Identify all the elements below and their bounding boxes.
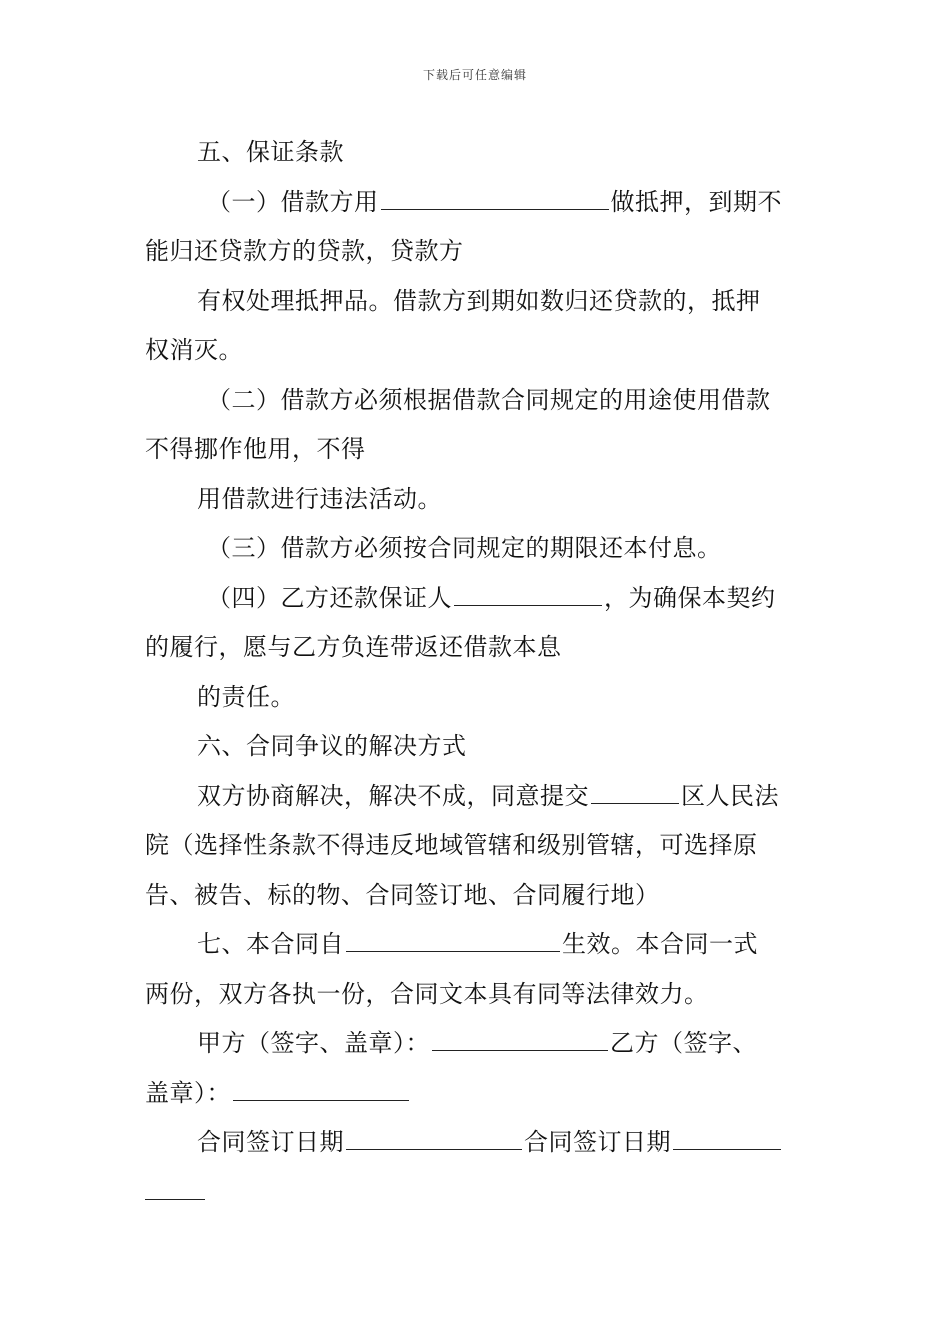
court-district-blank[interactable] — [591, 781, 679, 804]
signing-date-blank-b-continued[interactable] — [145, 1177, 205, 1200]
party-b-label-b: 盖章）： — [145, 1078, 231, 1107]
section5-title: 五、保证条款 — [197, 138, 344, 166]
party-a-signature-blank[interactable] — [432, 1028, 608, 1051]
section5-item2-line3: 用借款进行违法活动。 — [197, 484, 442, 513]
section5-item1-line4: 权消灭。 — [145, 336, 243, 364]
date-line-continued — [145, 1168, 810, 1218]
contract-body — [145, 128, 810, 1217]
section5-item4-line3: 的责任。 — [197, 682, 295, 711]
section6-line2: 院（选择性条款不得违反地域管辖和级别管辖，可选择原 — [145, 831, 758, 859]
section7-line1 — [145, 920, 810, 970]
section7-text-a: 七、本合同自 — [197, 930, 344, 958]
collateral-blank[interactable] — [381, 187, 609, 210]
section5-item1-line2: 能归还贷款方的贷款，贷款方 — [145, 237, 464, 265]
section6-line3: 告、被告、标的物、合同签订地、合同履行地） — [145, 880, 660, 909]
date-line — [145, 1118, 810, 1168]
section5-item3: （三）借款方必须按合同规定的期限还本付息。 — [207, 534, 722, 562]
party-a-label: 甲方（签字、盖章）： — [197, 1029, 430, 1057]
signing-date-blank-a[interactable] — [346, 1127, 522, 1150]
section7-line2: 两份，双方各执一份，合同文本具有同等法律效力。 — [145, 979, 709, 1008]
section6-title: 六、合同争议的解决方式 — [197, 732, 467, 760]
effective-date-blank[interactable] — [346, 929, 560, 952]
section5-item4-text-b: ，为确保本契约 — [604, 583, 776, 612]
party-b-label-a: 乙方（签字、 — [610, 1029, 757, 1057]
signing-date-label-a: 合同签订日期 — [197, 1128, 344, 1156]
section5-item1-line1 — [145, 178, 810, 228]
section5-item1-text-b: 做抵押，到期不 — [610, 187, 782, 216]
section6-line1 — [145, 772, 810, 822]
section5-item2-line2: 不得挪作他用，不得 — [145, 435, 366, 463]
section6-text-a: 双方协商解决，解决不成，同意提交 — [197, 781, 589, 810]
section6-text-b: 区人民法 — [681, 781, 779, 810]
signing-date-blank-b[interactable] — [673, 1127, 781, 1150]
signing-date-label-b: 合同签订日期 — [524, 1128, 671, 1156]
section5-item2-line1: （二）借款方必须根据借款合同规定的用途使用借款 — [207, 385, 771, 414]
signature-line1 — [145, 1019, 810, 1069]
party-b-signature-blank[interactable] — [233, 1078, 409, 1101]
page-header-note: 下载后可任意编辑 — [422, 68, 527, 82]
section7-text-b: 生效。本合同一式 — [562, 930, 758, 958]
section5-item4-line1 — [145, 574, 810, 624]
signature-line2 — [145, 1069, 810, 1119]
section5-item4-line2: 的履行，愿与乙方负连带返还借款本息 — [145, 633, 562, 661]
guarantor-blank[interactable] — [454, 583, 602, 606]
section5-item1-text-a: （一）借款方用 — [207, 187, 379, 216]
section5-item1-line3: 有权处理抵押品。借款方到期如数归还贷款的，抵押 — [197, 286, 761, 315]
section5-item4-text-a: （四）乙方还款保证人 — [207, 583, 452, 612]
